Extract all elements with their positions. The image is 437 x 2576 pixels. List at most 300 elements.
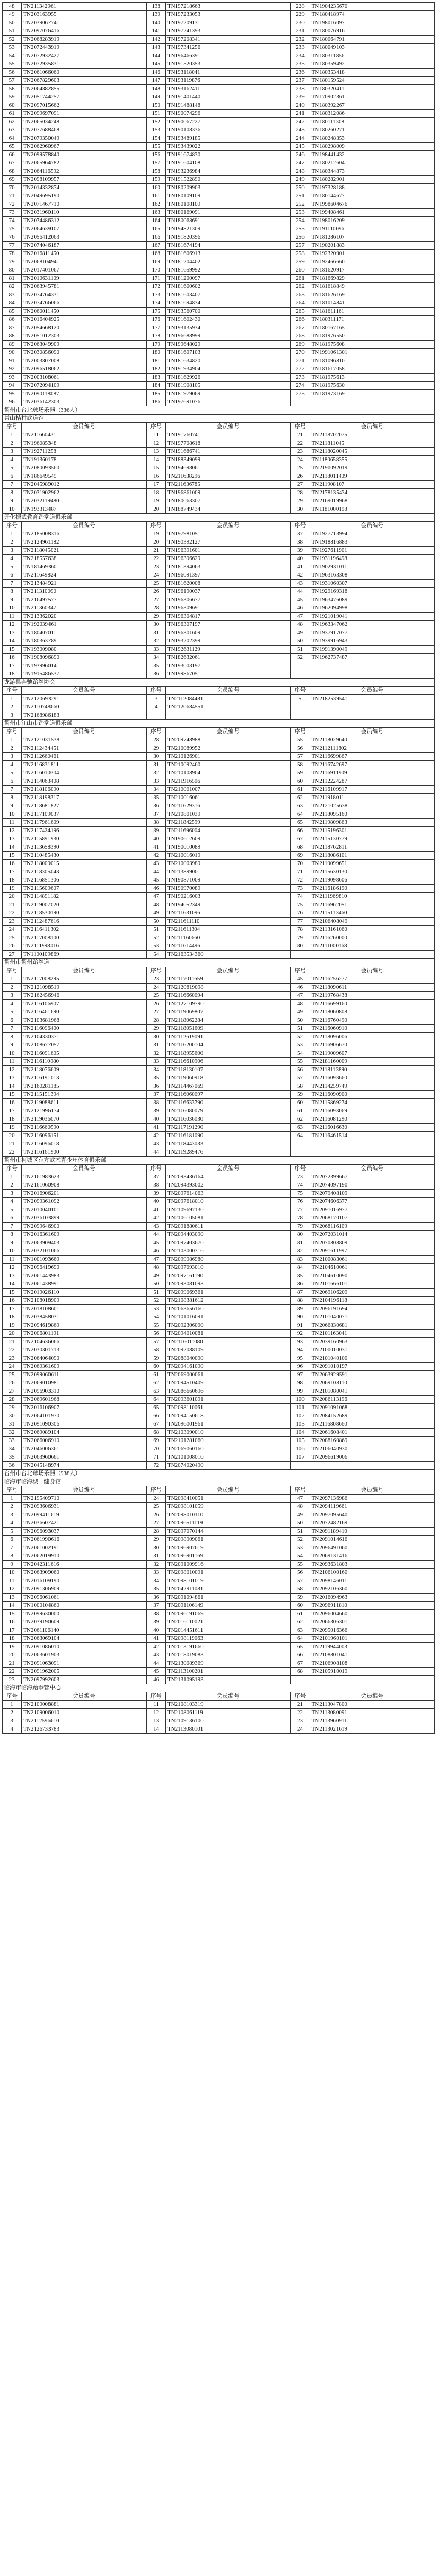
table-row <box>3 876 435 885</box>
member-id: TN181606913 <box>165 250 290 258</box>
member-id: TN2103681968 <box>22 1016 146 1025</box>
member-id: TN2064882855 <box>22 85 146 93</box>
member-id <box>310 1140 434 1148</box>
member-id: TN180407011 <box>22 629 146 637</box>
row-index: 37 <box>146 1173 165 1181</box>
row-index: 74 <box>291 1181 310 1190</box>
member-id: TN2097070144 <box>165 1528 290 1536</box>
member-id: TN2178135434 <box>310 489 434 497</box>
row-index: 1 <box>3 431 22 439</box>
table-row <box>3 398 435 406</box>
table-row <box>3 1544 435 1552</box>
member-id: TN2016109190 <box>22 1577 146 1585</box>
member-id-header: 会员编号 <box>22 1692 146 1701</box>
row-index: 101 <box>291 1404 310 1412</box>
row-index: 236 <box>291 69 310 77</box>
member-id: TN2065964782 <box>22 159 146 167</box>
member-id: TN2101016091 <box>165 1313 290 1321</box>
member-id: TN2112487616 <box>22 918 146 926</box>
table-row <box>3 1148 435 1157</box>
member-id: TN213362020 <box>22 613 146 621</box>
table-row <box>3 1552 435 1561</box>
row-index: 99 <box>291 1387 310 1396</box>
table-row <box>3 1074 435 1082</box>
member-id: TN1963476089 <box>310 596 434 604</box>
member-id: TN1902931011 <box>310 563 434 571</box>
row-index: 24 <box>3 1363 22 1371</box>
row-index: 7 <box>3 1544 22 1552</box>
row-index: 6 <box>3 1536 22 1544</box>
row-index: 84 <box>3 299 22 308</box>
member-id: TN193313487 <box>22 505 146 514</box>
member-id: TN2072094109 <box>22 382 146 390</box>
member-id: TN2063049909 <box>22 341 146 349</box>
member-id-header: 会员编号 <box>165 1692 290 1701</box>
member-id: TN210089952 <box>165 744 290 753</box>
row-index: 53 <box>291 1041 310 1049</box>
index-header: 序号 <box>291 728 310 736</box>
row-index: 36 <box>146 802 165 810</box>
row-index: 56 <box>3 69 22 77</box>
member-id: TN180311171 <box>310 316 434 324</box>
row-index: 78 <box>3 250 22 258</box>
row-index: 45 <box>291 975 310 984</box>
row-index: 21 <box>3 1338 22 1346</box>
row-index: 39 <box>291 547 310 555</box>
row-index: 57 <box>291 1577 310 1585</box>
row-index: 5 <box>3 1528 22 1536</box>
row-index: 42 <box>146 1643 165 1651</box>
member-id: TN2116110980 <box>22 1058 146 1066</box>
row-index: 8 <box>3 588 22 596</box>
row-index: 14 <box>3 1602 22 1610</box>
member-id: TN2091014616 <box>310 1536 434 1544</box>
member-id: TN2113047800 <box>310 1701 434 1709</box>
member-id: TN2109008881 <box>22 1701 146 1709</box>
row-index: 87 <box>291 1289 310 1297</box>
table-row <box>3 200 435 209</box>
row-index: 52 <box>291 1536 310 1544</box>
table-row <box>3 942 435 951</box>
member-id: TN2118106090 <box>22 786 146 794</box>
row-index: 40 <box>146 1198 165 1206</box>
member-id: TN211160660 <box>165 934 290 942</box>
row-index: 248 <box>291 167 310 176</box>
row-index: 93 <box>291 1338 310 1346</box>
member-id: TN1931196498 <box>310 555 434 563</box>
member-id: TN2181160009 <box>310 1058 434 1066</box>
row-index: 44 <box>146 1231 165 1239</box>
row-index: 60 <box>3 101 22 110</box>
member-id: TN2096901169 <box>165 1552 290 1561</box>
member-id: TN2100083061 <box>310 1256 434 1264</box>
table-row <box>3 951 435 959</box>
member-id: TN2069010981 <box>22 1379 146 1387</box>
member-id: TN2016906201 <box>22 1190 146 1198</box>
member-id: TN2063909403 <box>22 1239 146 1247</box>
row-index: 2 <box>3 439 22 448</box>
member-id: TN1998604676 <box>310 200 434 209</box>
column-header-row <box>3 687 435 695</box>
row-index: 36 <box>146 670 165 679</box>
table-row <box>3 1519 435 1528</box>
member-id: TN2096619006 <box>310 1453 434 1462</box>
row-index: 9 <box>3 1561 22 1569</box>
row-index: 10 <box>3 1569 22 1577</box>
member-id: TN182632061 <box>165 654 290 662</box>
member-id: TN193236984 <box>165 167 290 176</box>
member-id: TN2099361092 <box>22 1198 146 1206</box>
row-index: 46 <box>146 885 165 893</box>
table-row <box>3 36 435 44</box>
row-index: 49 <box>291 629 310 637</box>
member-id: TN2116911909 <box>310 769 434 777</box>
table-row <box>3 1495 435 1503</box>
member-id: TN2094403090 <box>165 1231 290 1239</box>
row-index: 50 <box>146 1280 165 1289</box>
row-index: 64 <box>3 134 22 143</box>
member-id: TN2072399667 <box>310 1173 434 1181</box>
row-index: 7 <box>3 1223 22 1231</box>
member-id: TN181096810 <box>310 357 434 365</box>
table-row <box>3 1379 435 1387</box>
table-row <box>3 984 435 992</box>
row-index: 9 <box>3 497 22 505</box>
row-index: 92 <box>291 1330 310 1338</box>
table-row <box>3 1668 435 1676</box>
member-id: TN2061002191 <box>22 1544 146 1552</box>
row-index: 41 <box>146 843 165 852</box>
row-index: 169 <box>146 258 165 266</box>
member-id: TN2116851306 <box>22 876 146 885</box>
member-id: TN2098109957 <box>22 176 146 184</box>
table-row <box>3 316 435 324</box>
member-id: TN193162411 <box>165 85 290 93</box>
row-index: 34 <box>146 1066 165 1074</box>
member-id: TN2163534360 <box>165 951 290 959</box>
member-id: TN2101960101 <box>310 1635 434 1643</box>
row-index: 29 <box>146 744 165 753</box>
row-index: 145 <box>146 60 165 69</box>
member-id: TN2116096400 <box>22 1025 146 1033</box>
member-id: TN1000104860 <box>22 1602 146 1610</box>
row-index: 48 <box>3 3 22 11</box>
row-index: 260 <box>291 266 310 275</box>
row-index: 186 <box>146 398 165 406</box>
member-id: TN2116461514 <box>310 1132 434 1140</box>
member-id: TN193135934 <box>165 324 290 332</box>
row-index: 91 <box>291 1321 310 1330</box>
row-index: 58 <box>291 1585 310 1594</box>
table-row <box>3 431 435 439</box>
member-id: TN2116060910 <box>310 1025 434 1033</box>
row-index: 26 <box>146 1511 165 1519</box>
row-index: 41 <box>146 1124 165 1132</box>
row-index: 43 <box>146 860 165 868</box>
member-id: TN2101040100 <box>310 1354 434 1363</box>
member-id: TN2097136986 <box>310 1495 434 1503</box>
member-id: TN2096093037 <box>22 1528 146 1536</box>
row-index: 33 <box>146 1569 165 1577</box>
table-row <box>3 819 435 827</box>
region-title: 衢州市台北球场乐器（336人） <box>3 406 435 415</box>
member-id: TN197981051 <box>165 530 290 538</box>
row-index: 9 <box>3 802 22 810</box>
table-row <box>3 975 435 984</box>
member-id: TN2098101059 <box>165 1503 290 1511</box>
member-id: TN211660431 <box>22 431 146 439</box>
member-id: TN2093601091 <box>165 1396 290 1404</box>
member-id: TN2068170107 <box>310 1214 434 1223</box>
table-row <box>3 1676 435 1684</box>
member-id: TN196861009 <box>165 489 290 497</box>
row-index: 22 <box>3 1148 22 1157</box>
row-index: 1 <box>3 975 22 984</box>
table-row <box>3 1223 435 1231</box>
row-index: 140 <box>146 19 165 27</box>
row-index: 75 <box>291 1190 310 1198</box>
member-id: TN2016106907 <box>22 1404 146 1412</box>
member-id: TN2116109917 <box>310 786 434 794</box>
row-index: 5 <box>291 695 310 703</box>
row-index: 15 <box>146 464 165 472</box>
table-row <box>3 266 435 275</box>
row-index: 275 <box>291 390 310 398</box>
club-title-row <box>3 959 435 967</box>
row-index: 2 <box>3 1181 22 1190</box>
row-index: 28 <box>3 1396 22 1404</box>
row-index: 8 <box>3 1231 22 1239</box>
member-id: TN191522890 <box>165 176 290 184</box>
member-id: TN2014332874 <box>22 184 146 192</box>
member-id: TN190074296 <box>165 110 290 118</box>
member-id: TN2093436164 <box>165 1173 290 1181</box>
row-index: 33 <box>146 646 165 654</box>
member-id: TN2130089369 <box>165 1659 290 1668</box>
member-id-header: 会员编号 <box>165 423 290 431</box>
member-id: TN181469360 <box>22 563 146 571</box>
member-id: TN2118130107 <box>165 1066 290 1074</box>
table-row <box>3 1462 435 1470</box>
row-index: 23 <box>146 563 165 571</box>
member-id: TN181975613 <box>310 374 434 382</box>
member-id: TN2124961182 <box>22 538 146 547</box>
row-index: 235 <box>291 60 310 69</box>
member-id: TN2096191069 <box>165 1610 290 1618</box>
row-index: 72 <box>3 200 22 209</box>
member-id: TN191520353 <box>165 60 290 69</box>
member-id: TN2010631109 <box>22 275 146 283</box>
member-id: TN2091880611 <box>165 1223 290 1231</box>
member-id: TN180282901 <box>310 176 434 184</box>
table-row <box>3 1429 435 1437</box>
member-id: TN210126901 <box>165 753 290 761</box>
member-id: TN2119099651 <box>310 860 434 868</box>
member-id: TN2088040090 <box>165 1354 290 1363</box>
member-id: TN2111000168 <box>310 942 434 951</box>
member-id: TN2063656160 <box>165 1305 290 1313</box>
row-index: 72 <box>146 1462 165 1470</box>
member-id: TN2113021619 <box>310 1725 434 1734</box>
row-index: 11 <box>3 819 22 827</box>
row-index: 45 <box>146 1239 165 1247</box>
member-id: TN190392127 <box>165 538 290 547</box>
row-index: 61 <box>291 1610 310 1618</box>
row-index: 88 <box>3 332 22 341</box>
table-row <box>3 1181 435 1190</box>
member-id: TN2099060611 <box>22 1371 146 1379</box>
member-id <box>310 711 434 720</box>
row-index: 20 <box>3 1651 22 1659</box>
row-index: 26 <box>3 1379 22 1387</box>
member-id: TN2096907619 <box>165 1544 290 1552</box>
table-row <box>3 580 435 588</box>
row-index: 165 <box>146 225 165 233</box>
table-row <box>3 1049 435 1058</box>
row-index: 13 <box>3 835 22 843</box>
member-id: TN2112224287 <box>310 777 434 786</box>
member-id: TN1904235670 <box>310 3 434 11</box>
row-index: 31 <box>146 761 165 769</box>
table-row <box>3 530 435 538</box>
row-index: 103 <box>291 1420 310 1429</box>
member-id: TN2088160869 <box>310 1437 434 1445</box>
member-id: TN2069000061 <box>165 1371 290 1379</box>
column-header-row <box>3 1692 435 1701</box>
member-id: TN2116080079 <box>165 1107 290 1115</box>
member-id: TN2098146011 <box>310 1577 434 1585</box>
member-id: TN2098909061 <box>165 1536 290 1544</box>
row-index: 62 <box>291 1115 310 1124</box>
row-index: 20 <box>3 1330 22 1338</box>
row-index: 246 <box>291 151 310 159</box>
member-id: TN197208341 <box>165 36 290 44</box>
row-index: 18 <box>3 1115 22 1124</box>
member-id: TN2118051609 <box>165 1025 290 1033</box>
row-index: 27 <box>146 596 165 604</box>
member-id: TN2117109037 <box>22 810 146 819</box>
index-header: 序号 <box>3 1486 22 1495</box>
member-id: TN196391601 <box>165 547 290 555</box>
row-index: 64 <box>291 1635 310 1643</box>
member-id: TN181620008 <box>165 580 290 588</box>
row-index: 54 <box>291 1049 310 1058</box>
member-id-header: 会员编号 <box>165 967 290 975</box>
row-index: 85 <box>291 1272 310 1280</box>
club-title-row <box>3 1478 435 1486</box>
row-index: 33 <box>3 1437 22 1445</box>
row-index: 233 <box>291 44 310 52</box>
member-id: TN2101080041 <box>310 1387 434 1396</box>
member-id: TN180144677 <box>310 192 434 200</box>
member-id: TN192039461 <box>22 621 146 629</box>
member-id: TN1100109869 <box>22 951 146 959</box>
row-index: 1 <box>3 1701 22 1709</box>
member-id-header: 会员编号 <box>310 1165 434 1173</box>
member-id: TN2097618010 <box>165 1198 290 1206</box>
member-id: TN2118096006 <box>310 1033 434 1041</box>
row-index: 180 <box>146 349 165 357</box>
row-index: 17 <box>3 1107 22 1115</box>
member-id: TN2051744257 <box>22 93 146 101</box>
member-id: TN2101163041 <box>310 1330 434 1338</box>
member-id: TN181600602 <box>165 283 290 291</box>
table-row <box>3 1420 435 1429</box>
member-id: TN181634820 <box>165 357 290 365</box>
member-id: TN193489185 <box>165 134 290 143</box>
member-id: TN2120693291 <box>22 695 146 703</box>
member-id: TN2161060908 <box>22 1181 146 1190</box>
table-row <box>3 1239 435 1247</box>
row-index: 4 <box>3 456 22 464</box>
member-id: TN194698061 <box>165 464 290 472</box>
table-row <box>3 85 435 93</box>
member-id: TN2117008100 <box>22 934 146 942</box>
member-id: TN180159524 <box>310 77 434 85</box>
row-index: 86 <box>3 316 22 324</box>
member-id: TN2111998016 <box>22 942 146 951</box>
member-id: TN191820396 <box>165 233 290 242</box>
member-id: TN2103000316 <box>165 1247 290 1256</box>
row-index: 53 <box>146 1305 165 1313</box>
member-id: TN2069060160 <box>165 1445 290 1453</box>
table-row <box>3 1214 435 1223</box>
row-index: 24 <box>146 571 165 580</box>
member-id <box>310 670 434 679</box>
row-index: 71 <box>3 192 22 200</box>
member-id: TN2119009607 <box>310 1049 434 1058</box>
table-row <box>3 1635 435 1643</box>
row-index: 35 <box>146 662 165 670</box>
member-id: TN2118076609 <box>22 1066 146 1074</box>
index-header: 序号 <box>3 423 22 431</box>
table-row <box>3 448 435 456</box>
member-id: TN211611304 <box>165 926 290 934</box>
member-id: TN2094119661 <box>310 1503 434 1511</box>
row-index: 52 <box>146 1297 165 1305</box>
table-row <box>3 1173 435 1181</box>
row-index: 12 <box>146 439 165 448</box>
member-id: TN2069361609 <box>22 1363 146 1371</box>
table-row <box>3 1618 435 1626</box>
member-id: TN2112111802 <box>310 744 434 753</box>
member-id: TN2116831811 <box>22 761 146 769</box>
member-id: TN196301609 <box>165 629 290 637</box>
row-index: 6 <box>3 571 22 580</box>
row-index: 16 <box>3 1297 22 1305</box>
table-row <box>3 588 435 596</box>
row-index: 167 <box>146 242 165 250</box>
row-index: 12 <box>3 827 22 835</box>
member-id: TN2006801191 <box>22 1330 146 1338</box>
member-id: TN2116200104 <box>165 1041 290 1049</box>
table-row <box>3 275 435 283</box>
member-id: TN188749434 <box>165 505 290 514</box>
row-index: 83 <box>291 1256 310 1264</box>
row-index: 40 <box>146 835 165 843</box>
row-index: 6 <box>3 1214 22 1223</box>
table-row <box>3 52 435 60</box>
row-index: 67 <box>146 1420 165 1429</box>
member-id: TN1915486537 <box>22 670 146 679</box>
member-id: TN2109136100 <box>165 1717 290 1725</box>
row-index: 244 <box>291 134 310 143</box>
member-id: TN2126733783 <box>22 1725 146 1734</box>
member-id <box>310 1462 434 1470</box>
row-index: 245 <box>291 143 310 151</box>
row-index: 256 <box>291 233 310 242</box>
member-id: TN2118045021 <box>22 547 146 555</box>
